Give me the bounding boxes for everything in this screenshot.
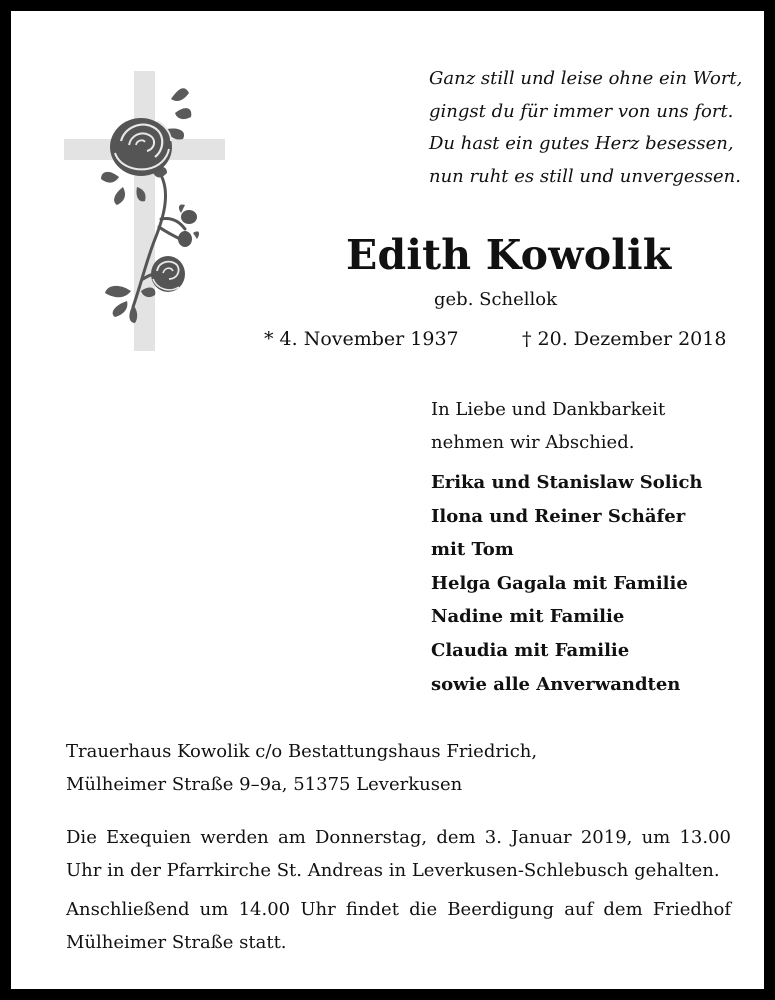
mourner-item: mit Tom (431, 539, 514, 561)
mourner-item: Erika und Stanislaw Solich (431, 472, 703, 493)
poem-line: Du hast ein gutes Herz besessen, (429, 133, 734, 154)
poem (429, 63, 749, 193)
mourner-item: Nadine mit Familie (431, 606, 625, 628)
mourner-item: Helga Gagala mit Familie (431, 572, 688, 594)
cross-with-roses-icon (61, 69, 231, 354)
poem-line: Ganz still und leise ohne ein Wort, (429, 68, 743, 89)
small-rose-icon (151, 256, 185, 292)
exequies-paragraph: Die Exequien werden am Donnerstag, dem 3. Januar 2019, um 13.00 Uhr in der Pfarrkirche St. Andreas in Leverkusen-Schlebusch gehalten. (66, 827, 731, 881)
death-date: † 20. Dezember 2018 (522, 328, 727, 350)
rose-icon (110, 118, 172, 176)
address-line: Mülheimer Straße 9–9a, 51375 Leverkusen (66, 774, 463, 795)
cross-icon (64, 71, 225, 351)
address-line: Trauerhaus Kowolik c/o Bestattungshaus Friedrich, (66, 741, 538, 762)
birth-date: * 4. November 1937 (264, 328, 459, 350)
farewell-line: nehmen wir Abschied. (431, 432, 635, 453)
farewell-line: In Liebe und Dankbarkeit (431, 399, 666, 420)
deceased-name: Edith Kowolik (346, 231, 672, 279)
mourning-house-address (66, 735, 537, 801)
poem-line: nun ruht es still und unvergessen. (429, 165, 741, 187)
burial-paragraph: Anschließend um 14.00 Uhr findet die Beerdigung auf dem Friedhof Mülheimer Straße statt. (66, 899, 731, 953)
mourner-item: Ilona und Reiner Schäfer (431, 505, 686, 527)
farewell-text (431, 393, 665, 459)
mourner-item: Claudia mit Familie (431, 639, 630, 661)
mourners-list (431, 466, 703, 701)
mourner-item: sowie alle Anverwandten (431, 673, 681, 695)
poem-line: gingst du für immer von uns fort. (429, 100, 734, 122)
birth-name: geb. Schellok (434, 289, 558, 310)
